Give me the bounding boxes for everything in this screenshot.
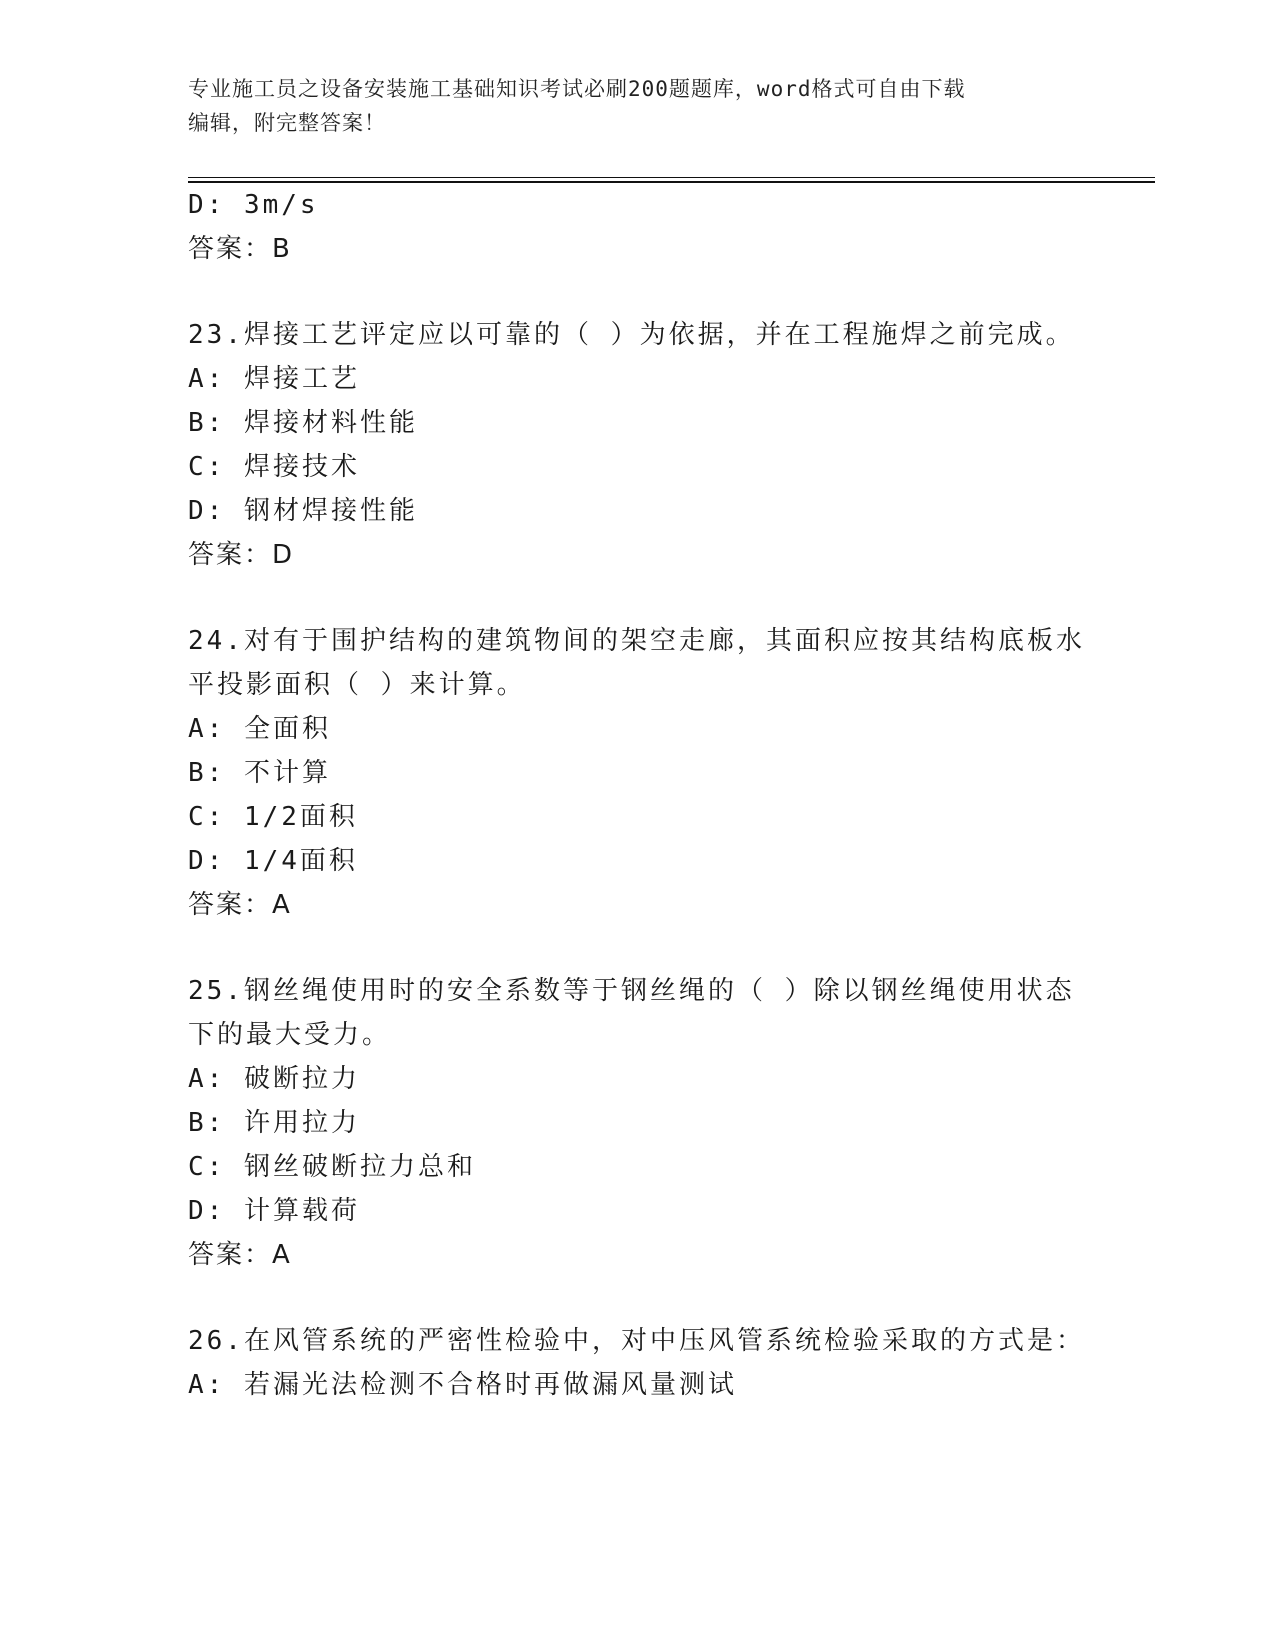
q24-answer: 答案：A bbox=[188, 890, 292, 920]
q24-option-a: A: 全面积 bbox=[188, 714, 331, 744]
prev-option-d: D: 3m/s bbox=[188, 190, 319, 220]
q25-stem-line2: 下的最大受力。 bbox=[188, 1020, 392, 1050]
q25-option-b: B: 许用拉力 bbox=[188, 1108, 360, 1138]
q26-option-a: A: 若漏光法检测不合格时再做漏风量测试 bbox=[188, 1370, 737, 1400]
q23-stem: 23.焊接工艺评定应以可靠的（ ）为依据，并在工程施焊之前完成。 bbox=[188, 320, 1075, 350]
q23-option-d: D: 钢材焊接性能 bbox=[188, 496, 418, 526]
prev-answer: 答案：B bbox=[188, 234, 292, 264]
q25-option-a: A: 破断拉力 bbox=[188, 1064, 360, 1094]
q26-stem: 26.在风管系统的严密性检验中，对中压风管系统检验采取的方式是： bbox=[188, 1326, 1085, 1356]
header-title-line1: 专业施工员之设备安装施工基础知识考试必刷200题题库，word格式可自由下载 bbox=[188, 77, 966, 101]
q25-answer: 答案：A bbox=[188, 1240, 292, 1270]
q24-option-b: B: 不计算 bbox=[188, 758, 331, 788]
q23-option-a: A: 焊接工艺 bbox=[188, 364, 360, 394]
q24-option-d: D: 1/4面积 bbox=[188, 846, 358, 876]
q25-option-c: C: 钢丝破断拉力总和 bbox=[188, 1152, 476, 1182]
header-divider-thick bbox=[188, 181, 1155, 183]
q24-option-c: C: 1/2面积 bbox=[188, 802, 358, 832]
q23-answer: 答案：D bbox=[188, 540, 295, 570]
q24-stem-line1: 24.对有于围护结构的建筑物间的架空走廊，其面积应按其结构底板水 bbox=[188, 626, 1085, 656]
header-title-line2: 编辑，附完整答案！ bbox=[188, 111, 386, 135]
header-divider-thin bbox=[188, 177, 1155, 178]
q25-option-d: D: 计算载荷 bbox=[188, 1196, 360, 1226]
document-header bbox=[188, 72, 1088, 140]
q24-stem-line2: 平投影面积（ ）来计算。 bbox=[188, 670, 526, 700]
q23-option-c: C: 焊接技术 bbox=[188, 452, 360, 482]
q23-option-b: B: 焊接材料性能 bbox=[188, 408, 418, 438]
q25-stem-line1: 25.钢丝绳使用时的安全系数等于钢丝绳的（ ）除以钢丝绳使用状态 bbox=[188, 976, 1075, 1006]
